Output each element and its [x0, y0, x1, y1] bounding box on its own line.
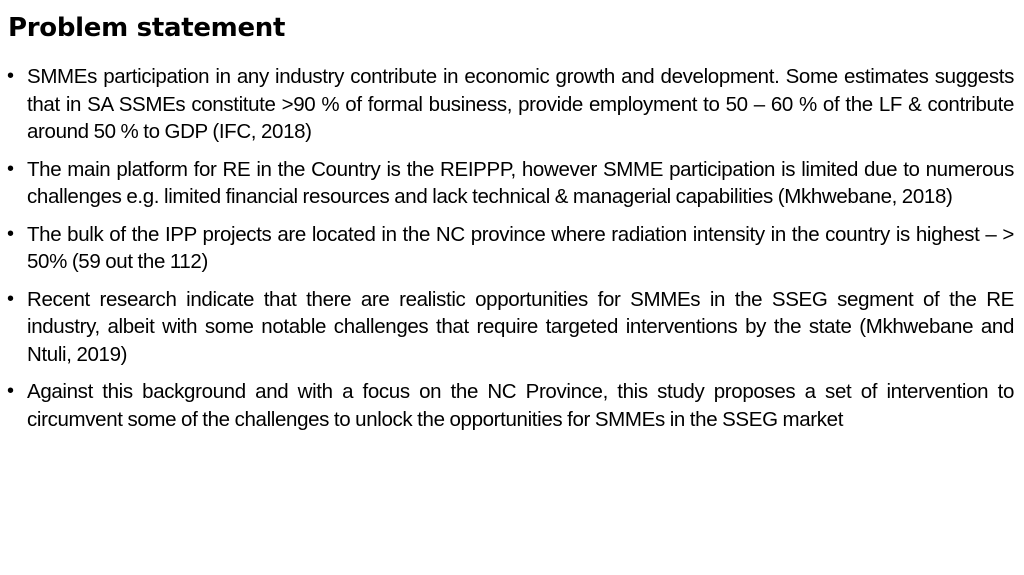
bullet-item [0, 63, 1014, 146]
bullet-text: The main platform for RE in the Country is the REIPPP, however SMME participation is limited due to numerous challenges e.g. limited financial resources and lack technical & managerial capabilities (Mkhwebane, 2018) [27, 157, 1014, 208]
bullet-icon: • [7, 65, 14, 87]
bullet-icon: • [7, 157, 14, 180]
bullet-item [0, 156, 1014, 211]
bullet-item [0, 286, 1014, 369]
bullet-icon: • [7, 287, 14, 310]
bullet-text: SMMEs participation in any industry contribute in economic growth and development. Some estimates suggests that in SA SSMEs constitute >90 % of formal business, provide employment to 50 – 60 % of the LF & contribute around 50 % to GDP (IFC, 2018) [27, 65, 1014, 143]
bullet-list [0, 63, 1014, 443]
slide-title: Problem statement [8, 13, 286, 43]
bullet-text: Recent research indicate that there are realistic opportunities for SMMEs in the SSEG segment of the RE industry, albeit with some notable challenges that require targeted interventions by the state (Mkhwebane and Ntuli, 2019) [27, 287, 1014, 366]
bullet-item [0, 221, 1014, 276]
bullet-text: The bulk of the IPP projects are located in the NC province where radiation intensity in the country is highest – > 50% (59 out the 112) [27, 222, 1014, 273]
bullet-item [0, 378, 1014, 433]
bullet-text: Against this background and with a focus on the NC Province, this study proposes a set of intervention to circumvent some of the challenges to unlock the opportunities for SMMEs in the SSEG market [27, 380, 1014, 431]
bullet-icon: • [7, 222, 14, 245]
bullet-icon: • [7, 380, 14, 402]
